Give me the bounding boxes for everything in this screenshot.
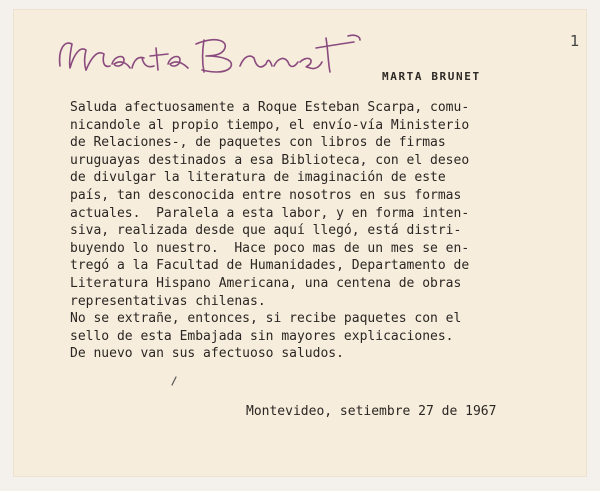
signature-text: Marta Brunet	[54, 82, 60, 83]
body-line: representativas chilenas.	[70, 293, 266, 309]
page-number: 1	[570, 32, 580, 50]
body-line: De nuevo van sus afectuoso saludos.	[70, 346, 344, 362]
body-line: nicandole al propio tiempo, el envío-vía Ministerio	[70, 117, 470, 133]
letterhead-name: MARTA BRUNET	[382, 70, 481, 83]
body-line: actuales. Paralela a esta labor, y en forma inten-	[70, 205, 470, 221]
body-line: Saluda afectuosamente a Roque Esteban Scarpa, comu-	[70, 100, 470, 115]
dateline: Montevideo, setiembre 27 de 1967	[246, 404, 497, 419]
body-line: país, tan desconocida entre nosotros en sus formas	[70, 187, 462, 203]
body-line: uruguayas destinados a esa Biblioteca, con el deseo	[70, 152, 470, 168]
pencil-mark	[170, 376, 178, 386]
body-line: de divulgar la literatura de imaginación de este	[70, 170, 446, 186]
body-line: siva, realizada desde que aquí llegó, está distri-	[70, 223, 462, 239]
letter-body	[70, 99, 469, 363]
body-line: sello de esta Embajada sin mayores explicaciones.	[70, 328, 454, 344]
body-line: de Relaciones-, de paquetes con libros de firmas	[70, 135, 446, 151]
body-line: No se extrañe, entonces, si recibe paquetes con el	[70, 311, 462, 327]
body-line: Literatura Hispano Americana, una centena de obras	[70, 275, 462, 291]
handwritten-signature	[54, 26, 364, 84]
body-line: tregó a la Facultad de Humanidades, Departamento de	[70, 258, 470, 274]
letter-card	[14, 10, 586, 476]
body-line: buyendo lo nuestro. Hace poco mas de un mes se en-	[70, 240, 470, 256]
